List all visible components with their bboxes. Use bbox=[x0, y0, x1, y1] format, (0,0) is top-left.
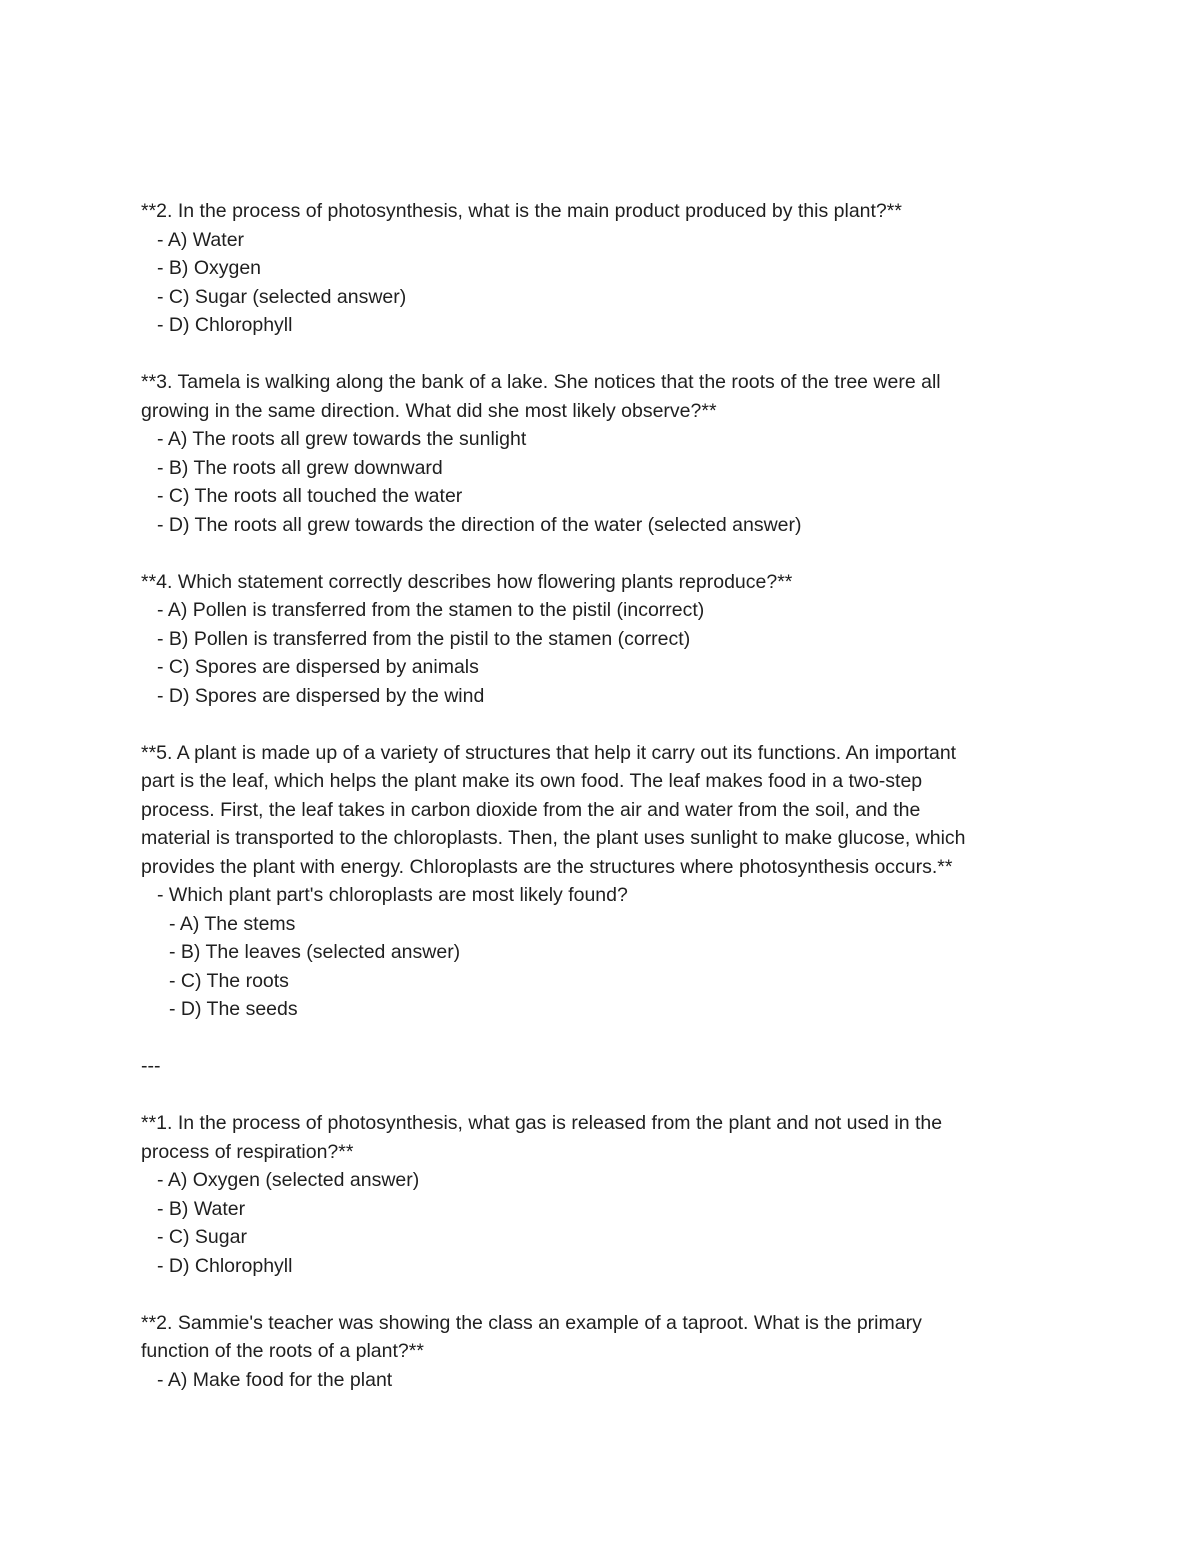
blank-line bbox=[141, 539, 1071, 568]
answer-option: - A) Water bbox=[157, 228, 245, 251]
answer-option: - C) The roots bbox=[169, 969, 289, 992]
question-line: **5. A plant is made up of a variety of structures that help it carry out its functions. An important bbox=[141, 741, 957, 764]
answer-option: - A) Oxygen (selected answer) bbox=[157, 1169, 420, 1191]
answer-option: - D) Chlorophyll bbox=[157, 1254, 293, 1277]
answer-option: - B) Pollen is transferred from the pistil to the stamen (correct) bbox=[157, 627, 691, 650]
answer-option: - D) The seeds bbox=[169, 998, 298, 1020]
answer-option: - A) Make food for the plant bbox=[157, 1368, 393, 1391]
question-line: **3. Tamela is walking along the bank of a lake. She notices that the roots of the tree were all bbox=[141, 371, 941, 393]
section-divider: --- bbox=[141, 1055, 161, 1077]
answer-option: - D) Chlorophyll bbox=[157, 314, 293, 336]
answer-option: - A) The stems bbox=[169, 912, 296, 935]
answer-option: - C) Sugar bbox=[157, 1226, 247, 1248]
text-line: process. First, the leaf takes in carbon dioxide from the air and water from the soil, and the bbox=[141, 798, 921, 821]
answer-option: - B) Oxygen bbox=[157, 257, 262, 279]
answer-option: - B) The leaves (selected answer) bbox=[169, 941, 461, 963]
text-line: part is the leaf, which helps the plant make its own food. The leaf makes food in a two-step bbox=[141, 770, 923, 792]
text-line: provides the plant with energy. Chloroplasts are the structures where photosynthesis occurs.** bbox=[141, 855, 953, 878]
answer-option: - C) Spores are dispersed by animals bbox=[157, 656, 479, 678]
question-line: **4. Which statement correctly describes how flowering plants reproduce?** bbox=[141, 570, 793, 593]
blank-line bbox=[141, 710, 1071, 739]
blank-line bbox=[141, 1081, 1071, 1110]
answer-option: - D) Spores are dispersed by the wind bbox=[157, 684, 485, 707]
answer-option: - C) Sugar (selected answer) bbox=[157, 285, 407, 308]
text-line: growing in the same direction. What did she most likely observe?** bbox=[141, 399, 717, 422]
answer-option: - A) Pollen is transferred from the stamen to the pistil (incorrect) bbox=[157, 599, 705, 621]
answer-option: - D) The roots all grew towards the direction of the water (selected answer) bbox=[157, 513, 802, 536]
answer-option: - C) The roots all touched the water bbox=[157, 485, 463, 507]
blank-line bbox=[141, 1024, 1071, 1053]
blank-line bbox=[141, 340, 1071, 369]
text-line: material is transported to the chloroplasts. Then, the plant uses sunlight to make glucose, which bbox=[141, 827, 966, 849]
document-page bbox=[141, 197, 1071, 1394]
answer-option: - B) The roots all grew downward bbox=[157, 456, 443, 479]
sub-question: - Which plant part's chloroplasts are most likely found? bbox=[157, 884, 628, 906]
question-line: **1. In the process of photosynthesis, what gas is released from the plant and not used in the bbox=[141, 1112, 943, 1134]
answer-option: - B) Water bbox=[157, 1197, 246, 1220]
question-line: **2. In the process of photosynthesis, what is the main product produced by this plant?** bbox=[141, 200, 902, 222]
question-line: **2. Sammie's teacher was showing the class an example of a taproot. What is the primary bbox=[141, 1311, 922, 1334]
text-line: process of respiration?** bbox=[141, 1140, 354, 1163]
answer-option: - A) The roots all grew towards the sunlight bbox=[157, 428, 527, 450]
blank-line bbox=[141, 1280, 1071, 1309]
text-line: function of the roots of a plant?** bbox=[141, 1340, 424, 1362]
